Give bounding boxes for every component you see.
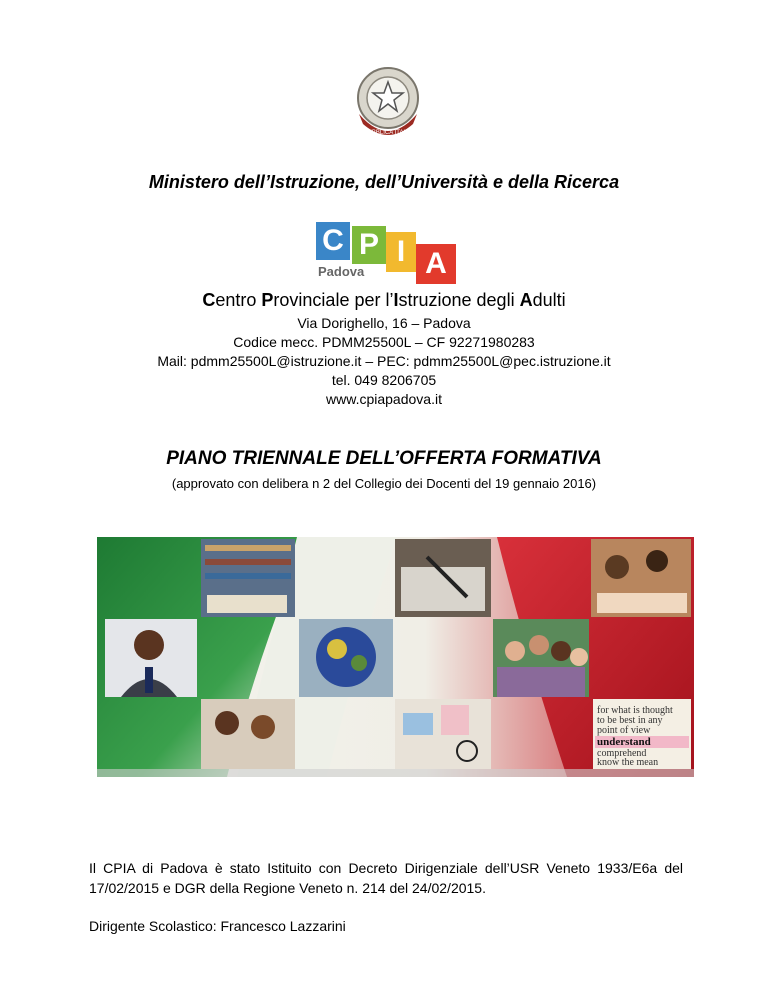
phone: tel. 049 8206705: [331, 372, 437, 388]
website: www.cpiapadova.it: [326, 391, 442, 407]
name-part: dulti: [532, 290, 566, 310]
name-initial: C: [202, 290, 216, 310]
logo-letter-i: I: [386, 232, 416, 272]
logo-letter-c: C: [316, 222, 350, 260]
contact-info: [0, 314, 768, 409]
dictionary-line: for what is thought: [597, 705, 673, 716]
cpia-logo: [314, 218, 460, 284]
logo-letter-p: P: [352, 226, 386, 264]
photo-collage: [97, 537, 694, 777]
repubblica-italiana-emblem-icon: [345, 62, 431, 142]
dictionary-line: point of view: [597, 725, 651, 736]
name-initial: P: [261, 290, 274, 310]
name-part: rovinciale per l’: [273, 290, 394, 310]
dictionary-line: comprehend: [597, 748, 647, 759]
name-initial: I: [393, 290, 399, 310]
name-part: entro: [215, 290, 262, 310]
document-subtitle: (approvato con delibera n 2 del Collegio dei Docenti del 19 gennaio 2016): [171, 476, 597, 491]
founding-note: Il CPIA di Padova è stato Istituito con Decreto Dirigenziale dell’USR Veneto 1933/E6a del 17/02/2015 e DGR della Regione Veneto n. 214 del 24/02/2015.: [89, 860, 683, 896]
svg-text:REPUBBLICA ITALIANA: REPUBBLICA ITALIANA: [355, 130, 421, 136]
ministry-title: Ministero dell’Istruzione, dell’Università e della Ricerca: [148, 172, 620, 192]
dictionary-line: understand: [597, 736, 651, 748]
logo-subtitle: Padova: [318, 264, 365, 279]
dirigente: Dirigente Scolastico: Francesco Lazzarini: [89, 918, 346, 934]
codes: Codice mecc. PDMM25500L – CF 92271980283: [233, 334, 535, 350]
document-title: PIANO TRIENNALE DELL’OFFERTA FORMATIVA: [166, 448, 602, 469]
institution-name: [0, 290, 768, 311]
dictionary-line: to be best in any: [597, 715, 663, 726]
dictionary-line: know the mean: [597, 757, 659, 768]
name-part: struzione degli: [398, 290, 520, 310]
photo-smiling-students: [201, 699, 295, 769]
logo-letter-a: A: [416, 244, 456, 284]
collage-graphic: [97, 537, 694, 777]
name-initial: A: [519, 290, 533, 310]
address: Via Dorighello, 16 – Padova: [297, 315, 471, 331]
mail: Mail: pdmm25500L@istruzione.it – PEC: pdmm25500L@pec.istruzione.it: [157, 353, 611, 369]
